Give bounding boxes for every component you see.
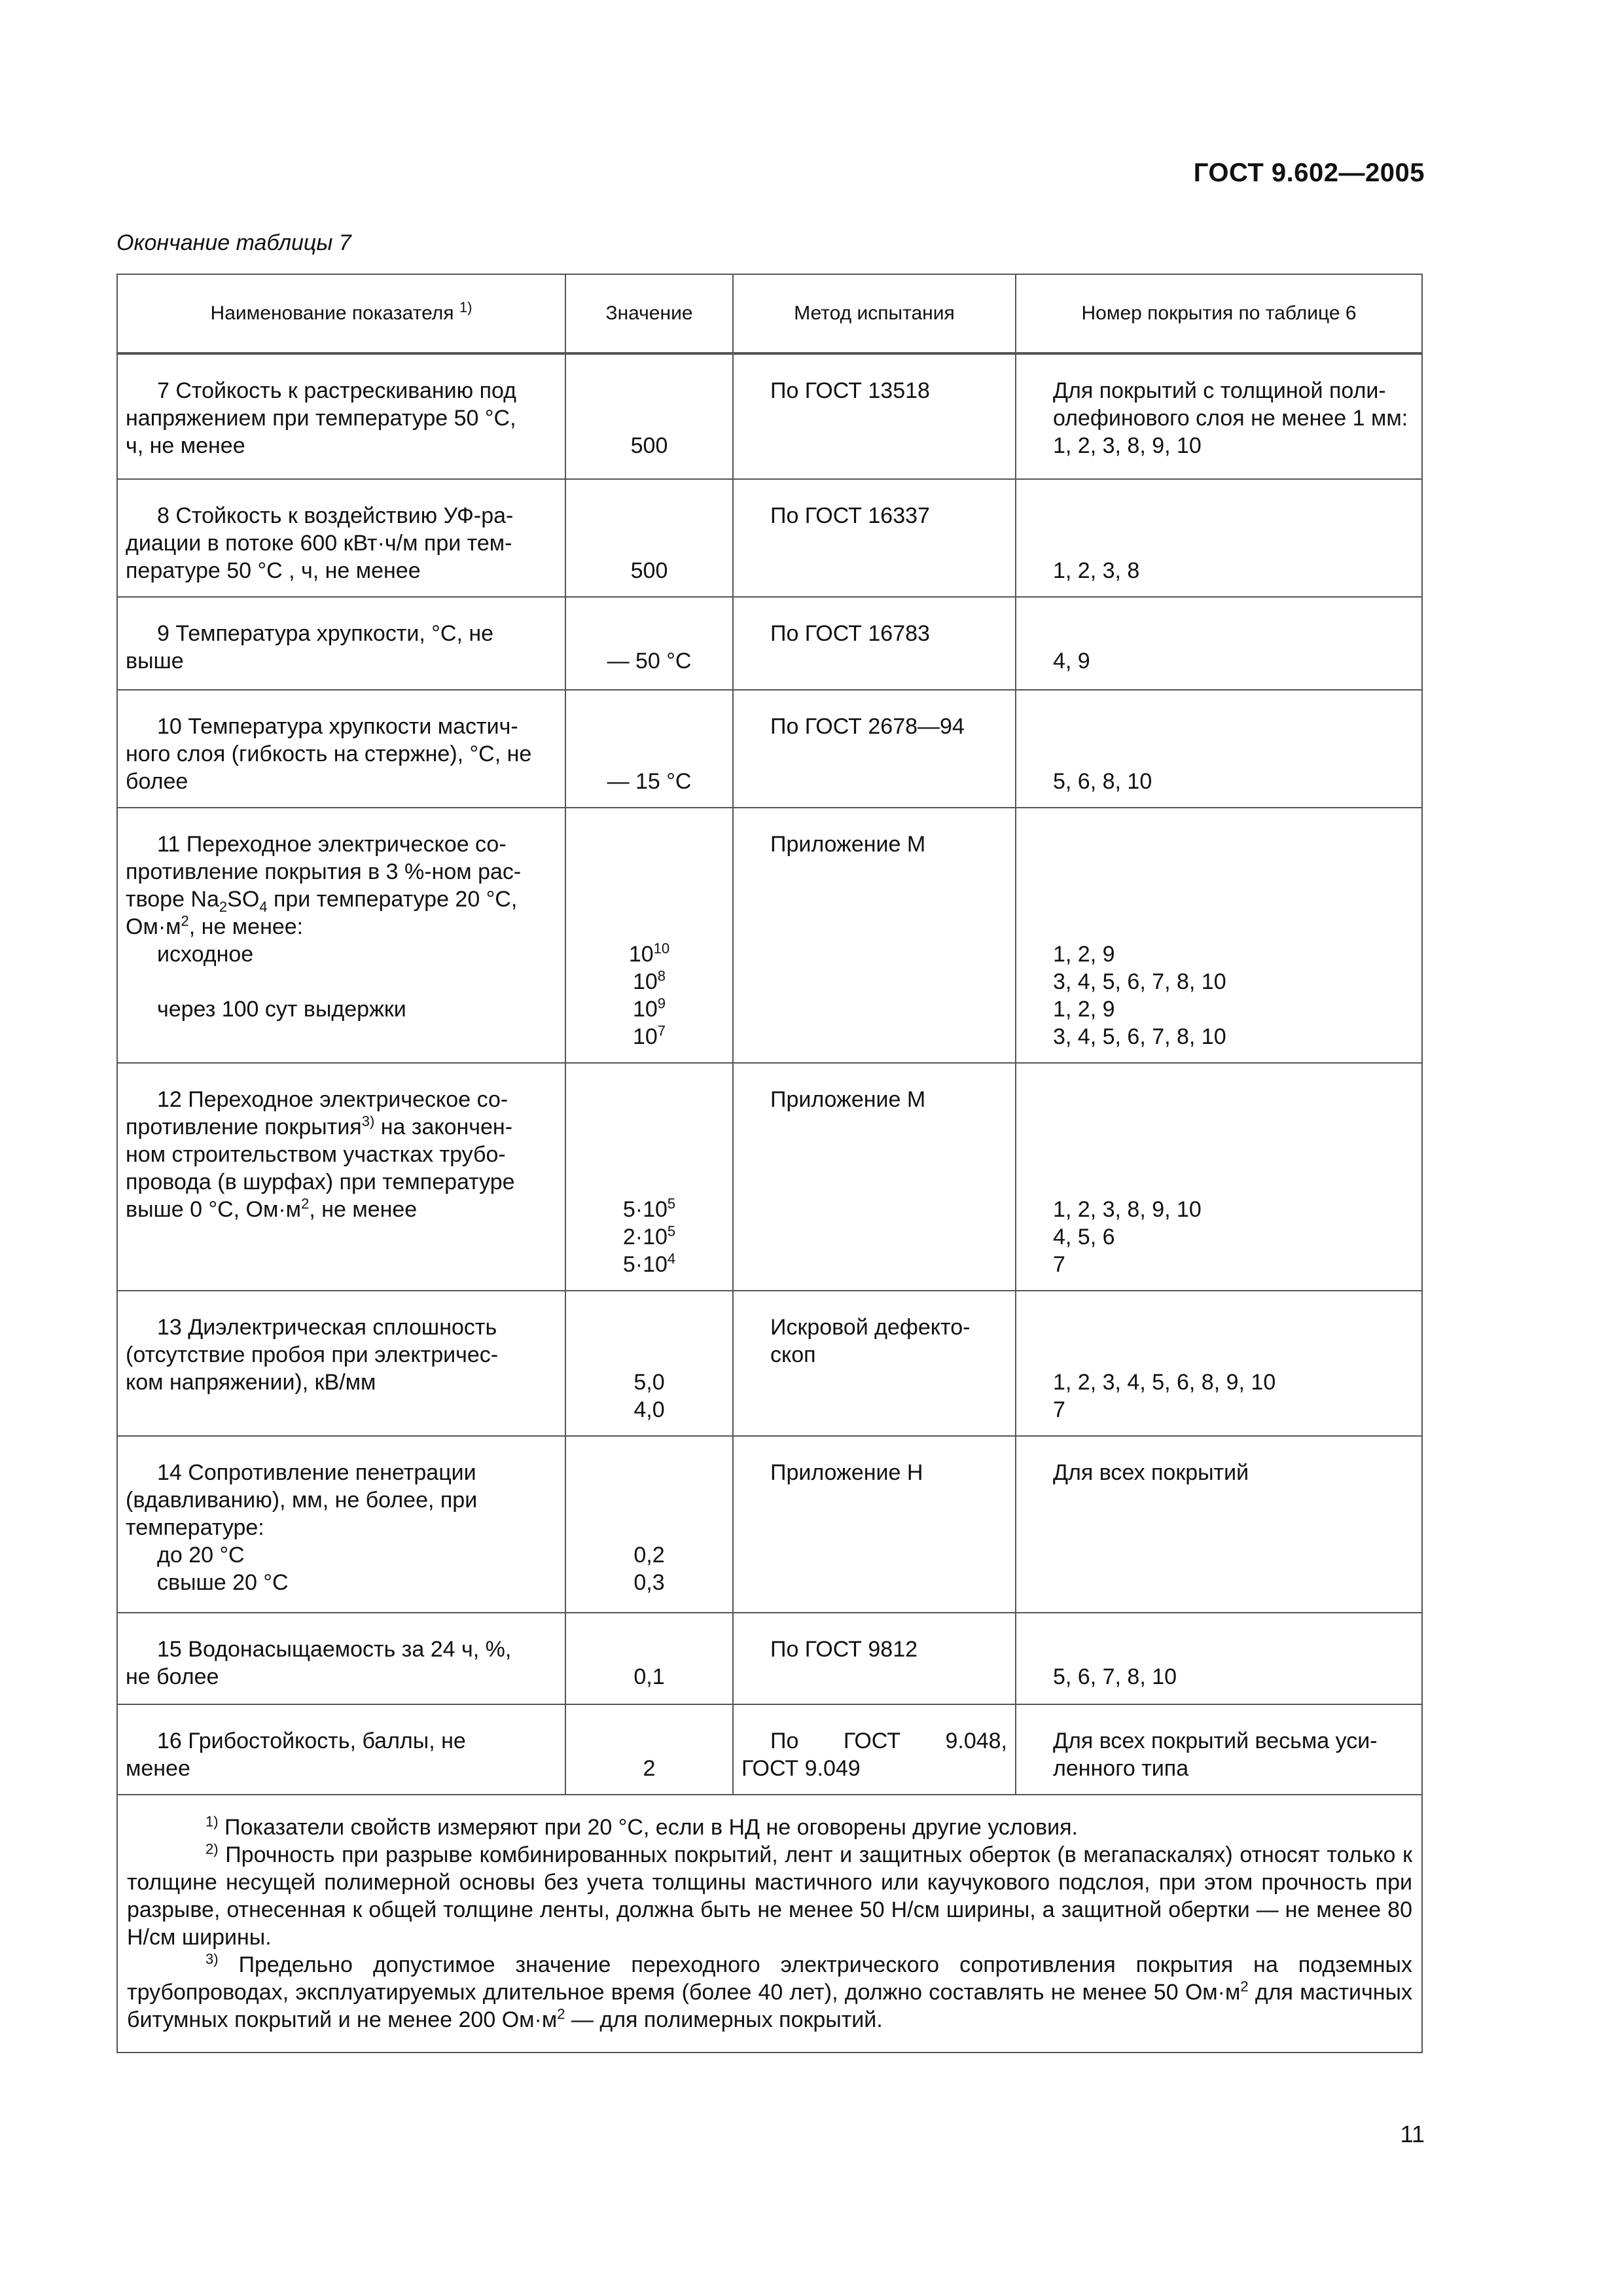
properties-table <box>116 274 1423 2053</box>
name-line: напряжением при температуре 50 °С, <box>126 406 516 431</box>
method-line: По ГОСТ 9.048, <box>770 1729 1007 1753</box>
name-line: (отсутствие пробоя при электричес- <box>126 1342 499 1367</box>
table-row <box>117 353 1422 479</box>
cell-coating: Для всех покрытий <box>1016 1436 1422 1613</box>
cell-name <box>117 479 565 597</box>
cell-value <box>565 808 733 1063</box>
coating-line: ленного типа <box>1053 1756 1189 1781</box>
name-line: выше <box>126 649 184 673</box>
cell-name <box>117 353 565 479</box>
name-line: выше 0 °С, $Ом\cdot м^2$, не менее <box>126 1195 418 1222</box>
name-line: 11 Переходное электрическое со- <box>157 832 507 857</box>
notes-row <box>117 1795 1422 2053</box>
value-line: 4,0 <box>633 1397 665 1422</box>
standard-header: ГОСТ 9.602—2005 <box>1193 158 1425 187</box>
name-line: 8 Стойкость к воздействию УФ-ра- <box>157 503 514 528</box>
name-line: пературе 50 °С , ч, не менее <box>126 558 421 583</box>
name-line: исходное <box>157 942 254 967</box>
name-line: более <box>126 769 188 794</box>
coating-line: 1, 2, 3, 8 <box>1053 558 1140 583</box>
cell-method: По ГОСТ 9812 <box>733 1613 1016 1704</box>
name-line: творе $Na_2SO_4$ при температуре 20 °С, <box>126 887 518 915</box>
header-name-footnote: 1) <box>459 299 473 315</box>
table-row <box>117 690 1422 808</box>
cell-method <box>733 1291 1016 1436</box>
method-line: Искровой дефекто- <box>770 1315 971 1340</box>
value-line: 2 <box>643 1756 656 1781</box>
cell-method: По ГОСТ 2678—94 <box>733 690 1016 808</box>
value-line: 5,0 <box>633 1370 665 1395</box>
cell-coating <box>1016 353 1422 479</box>
coating-line: 4, 9 <box>1053 649 1090 673</box>
header-value: Значение <box>565 274 733 353</box>
coating-line: 1, 2, 3, 8, 9, 10 <box>1053 433 1202 458</box>
table-row <box>117 1704 1422 1795</box>
cell-coating <box>1016 690 1422 808</box>
value-line: — 50 °С <box>607 649 692 673</box>
coating-line: Для всех покрытий весьма уси- <box>1053 1729 1378 1753</box>
name-line: ном строительством участках трубо- <box>126 1142 506 1167</box>
table-header-row <box>117 274 1422 353</box>
cell-value <box>565 1436 733 1613</box>
value-line: 500 <box>630 433 668 458</box>
cell-coating <box>1016 808 1422 1063</box>
name-line: не более <box>126 1664 219 1689</box>
cell-value <box>565 479 733 597</box>
cell-method: По ГОСТ 13518 <box>733 353 1016 479</box>
cell-name <box>117 1063 565 1291</box>
name-line: через 100 сут выдержки <box>157 997 406 1022</box>
footnotes <box>117 1795 1422 2053</box>
cell-coating <box>1016 1291 1422 1436</box>
name-line: 10 Температура хрупкости мастич- <box>157 714 518 739</box>
name-line: до 20 °С <box>157 1543 245 1568</box>
value-line: 500 <box>630 558 668 583</box>
cell-method: Приложение М <box>733 808 1016 1063</box>
coating-line: 5, 6, 8, 10 <box>1053 769 1152 794</box>
coating-line: 1, 2, 9 <box>1053 997 1115 1022</box>
table-row <box>117 1613 1422 1704</box>
header-name <box>117 274 565 353</box>
coating-line: 1, 2, 3, 4, 5, 6, 8, 9, 10 <box>1053 1370 1276 1395</box>
cell-method: По ГОСТ 16337 <box>733 479 1016 597</box>
cell-value <box>565 1063 733 1291</box>
footnote-2: $^{2)}$ Прочность при разрыве комбинированных покрытий, лент и защитных оберток (в мегапаскалях) относят только к толщине несущей полимерной основы без учета толщины мастичного или каучукового подслоя, при этом прочность при разрыве, отнесенная к общей толщине ленты, должна быть не менее 50 Н/см ширины, а защитной обертки — не менее 80 Н/см ширины. <box>127 1840 1412 1950</box>
cell-value <box>565 353 733 479</box>
name-line: противление покрытия$^{3)}$ на закончен- <box>126 1113 513 1139</box>
table-container <box>116 274 1421 2053</box>
cell-method: По ГОСТ 16783 <box>733 597 1016 690</box>
page-number: 11 <box>1400 2121 1425 2147</box>
name-line: ком напряжении), кВ/мм <box>126 1370 376 1395</box>
name-line: (вдавливанию), мм, не более, при <box>126 1488 478 1513</box>
name-line: 15 Водонасыщаемость за 24 ч, %, <box>157 1637 512 1662</box>
table-row <box>117 1436 1422 1613</box>
cell-value <box>565 690 733 808</box>
name-line: $Ом\cdot м^2$, не менее: <box>126 912 304 939</box>
value-line: $5\cdot 10^5$ <box>622 1195 676 1222</box>
footnote-3: $^{3)}$ Предельно допустимое значение переходного электрического сопротивления покрытия на подземных трубопроводах, эксплуатируемых длительное время (более 40 лет), должно составлять не менее 50 $Ом\cdot м^2$ для мастичных битумных покрытий и не менее 200 $Ом\cdot м^2$ — для полимерных покрытий. <box>127 1950 1412 2032</box>
cell-value <box>565 1291 733 1436</box>
cell-coating <box>1016 1613 1422 1704</box>
cell-name <box>117 1613 565 1704</box>
footnote-1: $^{1)}$ Показатели свойств измеряют при 20 °С, если в НД не оговорены другие условия. <box>205 1813 1078 1840</box>
cell-coating <box>1016 597 1422 690</box>
method-line: ГОСТ 9.049 <box>741 1756 861 1781</box>
cell-name <box>117 1291 565 1436</box>
cell-value <box>565 597 733 690</box>
name-line: температуре: <box>126 1515 264 1540</box>
cell-value <box>565 1613 733 1704</box>
method-line: скоп <box>770 1342 816 1367</box>
name-line: диации в потоке 600 кВт·ч/м при тем- <box>126 531 512 556</box>
header-coating: Номер покрытия по таблице 6 <box>1016 274 1422 353</box>
name-line: 7 Стойкость к растрескиванию под <box>157 378 517 403</box>
coating-line: 3, 4, 5, 6, 7, 8, 10 <box>1053 1024 1226 1049</box>
cell-name <box>117 1704 565 1795</box>
name-line: 14 Сопротивление пенетрации <box>157 1460 476 1485</box>
name-line: свыше 20 °С <box>157 1570 289 1595</box>
value-line: 0,3 <box>633 1570 665 1595</box>
cell-method: Приложение М <box>733 1063 1016 1291</box>
name-line: 16 Грибостойкость, баллы, не <box>157 1729 466 1753</box>
table-row <box>117 597 1422 690</box>
coating-line: Для покрытий с толщиной поли- <box>1053 378 1386 403</box>
cell-coating <box>1016 479 1422 597</box>
coating-line: 1, 2, 3, 8, 9, 10 <box>1053 1197 1202 1222</box>
name-line: менее <box>126 1756 190 1781</box>
coating-line: 5, 6, 7, 8, 10 <box>1053 1664 1177 1689</box>
name-line: провода (в шурфах) при температуре <box>126 1170 515 1194</box>
coating-line: 4, 5, 6 <box>1053 1225 1115 1249</box>
cell-name <box>117 808 565 1063</box>
coating-line: 7 <box>1053 1252 1065 1277</box>
cell-method <box>733 1704 1016 1795</box>
value-line: $5\cdot 10^4$ <box>622 1250 676 1277</box>
value-line: $10^8$ <box>632 967 666 994</box>
value-line: — 15 °С <box>607 769 692 794</box>
table-caption: Окончание таблицы 7 <box>116 230 351 255</box>
value-line: $10^9$ <box>632 995 666 1022</box>
cell-coating <box>1016 1704 1422 1795</box>
coating-line: 1, 2, 9 <box>1053 942 1115 967</box>
value-line: 0,2 <box>633 1543 665 1568</box>
name-line: 13 Диэлектрическая сплошность <box>157 1315 497 1340</box>
name-line: 9 Температура хрупкости, °С, не <box>157 621 494 646</box>
coating-line: олефинового слоя не менее 1 мм: <box>1053 406 1408 431</box>
coating-line: 7 <box>1053 1397 1065 1422</box>
table-row <box>117 808 1422 1063</box>
cell-name <box>117 597 565 690</box>
header-name-text: Наименование показателя <box>210 302 454 324</box>
cell-coating <box>1016 1063 1422 1291</box>
coating-line: 3, 4, 5, 6, 7, 8, 10 <box>1053 969 1226 994</box>
name-line: ного слоя (гибкость на стержне), °С, не <box>126 742 532 766</box>
cell-method: Приложение Н <box>733 1436 1016 1613</box>
table-row <box>117 1063 1422 1291</box>
name-line: ч, не менее <box>126 433 245 458</box>
table-row <box>117 479 1422 597</box>
cell-value <box>565 1704 733 1795</box>
name-line: противление покрытия в 3 %-ном рас- <box>126 859 522 884</box>
cell-name <box>117 690 565 808</box>
cell-name <box>117 1436 565 1613</box>
table-row <box>117 1291 1422 1436</box>
value-line: $10^7$ <box>632 1022 666 1049</box>
name-line: 12 Переходное электрическое со- <box>157 1087 508 1112</box>
value-line: $2\cdot 10^5$ <box>622 1223 676 1249</box>
header-method: Метод испытания <box>733 274 1016 353</box>
value-line: 0,1 <box>633 1664 665 1689</box>
value-line: $10^{10}$ <box>628 940 670 967</box>
